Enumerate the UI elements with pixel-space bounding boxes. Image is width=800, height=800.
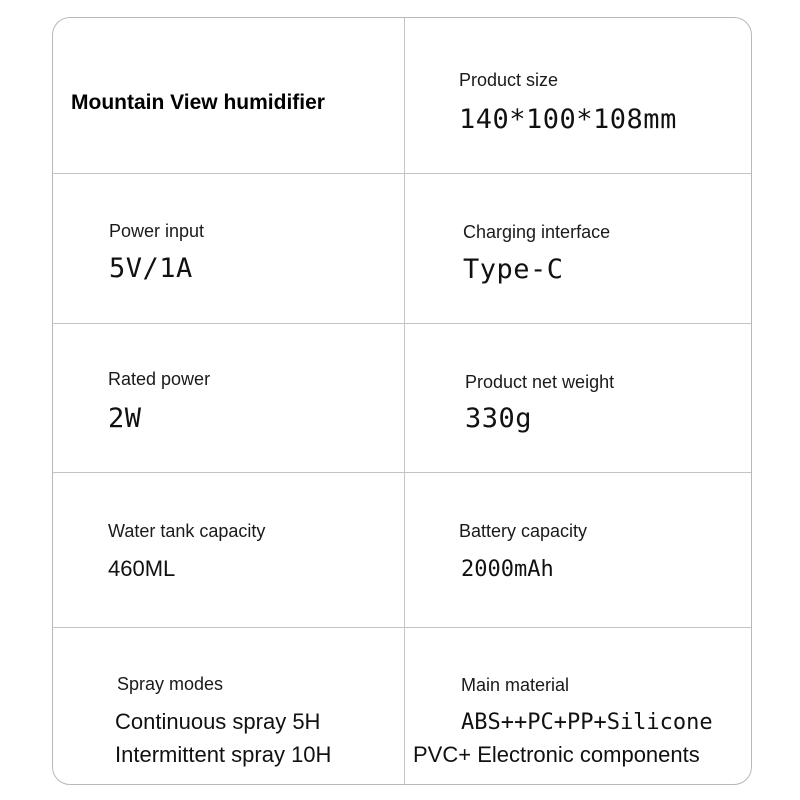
spray-modes-line2: Intermittent spray 10H [115,742,332,767]
row-divider [53,173,751,174]
spray-modes-line1: Continuous spray 5H [115,709,321,734]
product-title: Mountain View humidifier [71,91,325,114]
charging-interface-label: Charging interface [463,222,611,242]
rated-power-label: Rated power [108,369,211,389]
spray-modes-label: Spray modes [117,674,224,694]
main-material-label: Main material [461,675,570,695]
net-weight-value: 330g [465,403,533,434]
battery-label: Battery capacity [459,521,588,541]
charging-interface-value: Type-C [463,254,564,285]
main-material-line2: PVC+ Electronic components [413,742,700,767]
rated-power-value: 2W [108,403,142,434]
row-divider [53,627,751,628]
main-material-line1: ABS++PC+PP+Silicone [461,710,713,735]
column-divider [404,18,405,784]
water-tank-label: Water tank capacity [108,521,266,541]
product-size-label: Product size [459,70,559,90]
power-input-label: Power input [109,221,205,241]
net-weight-label: Product net weight [465,372,615,392]
row-divider [53,323,751,324]
water-tank-value: 460ML [108,556,176,581]
battery-value: 2000mAh [461,557,554,582]
spec-table [52,17,752,785]
row-divider [53,472,751,473]
power-input-value: 5V/1A [109,253,193,284]
product-size-value: 140*100*108mm [459,104,677,135]
